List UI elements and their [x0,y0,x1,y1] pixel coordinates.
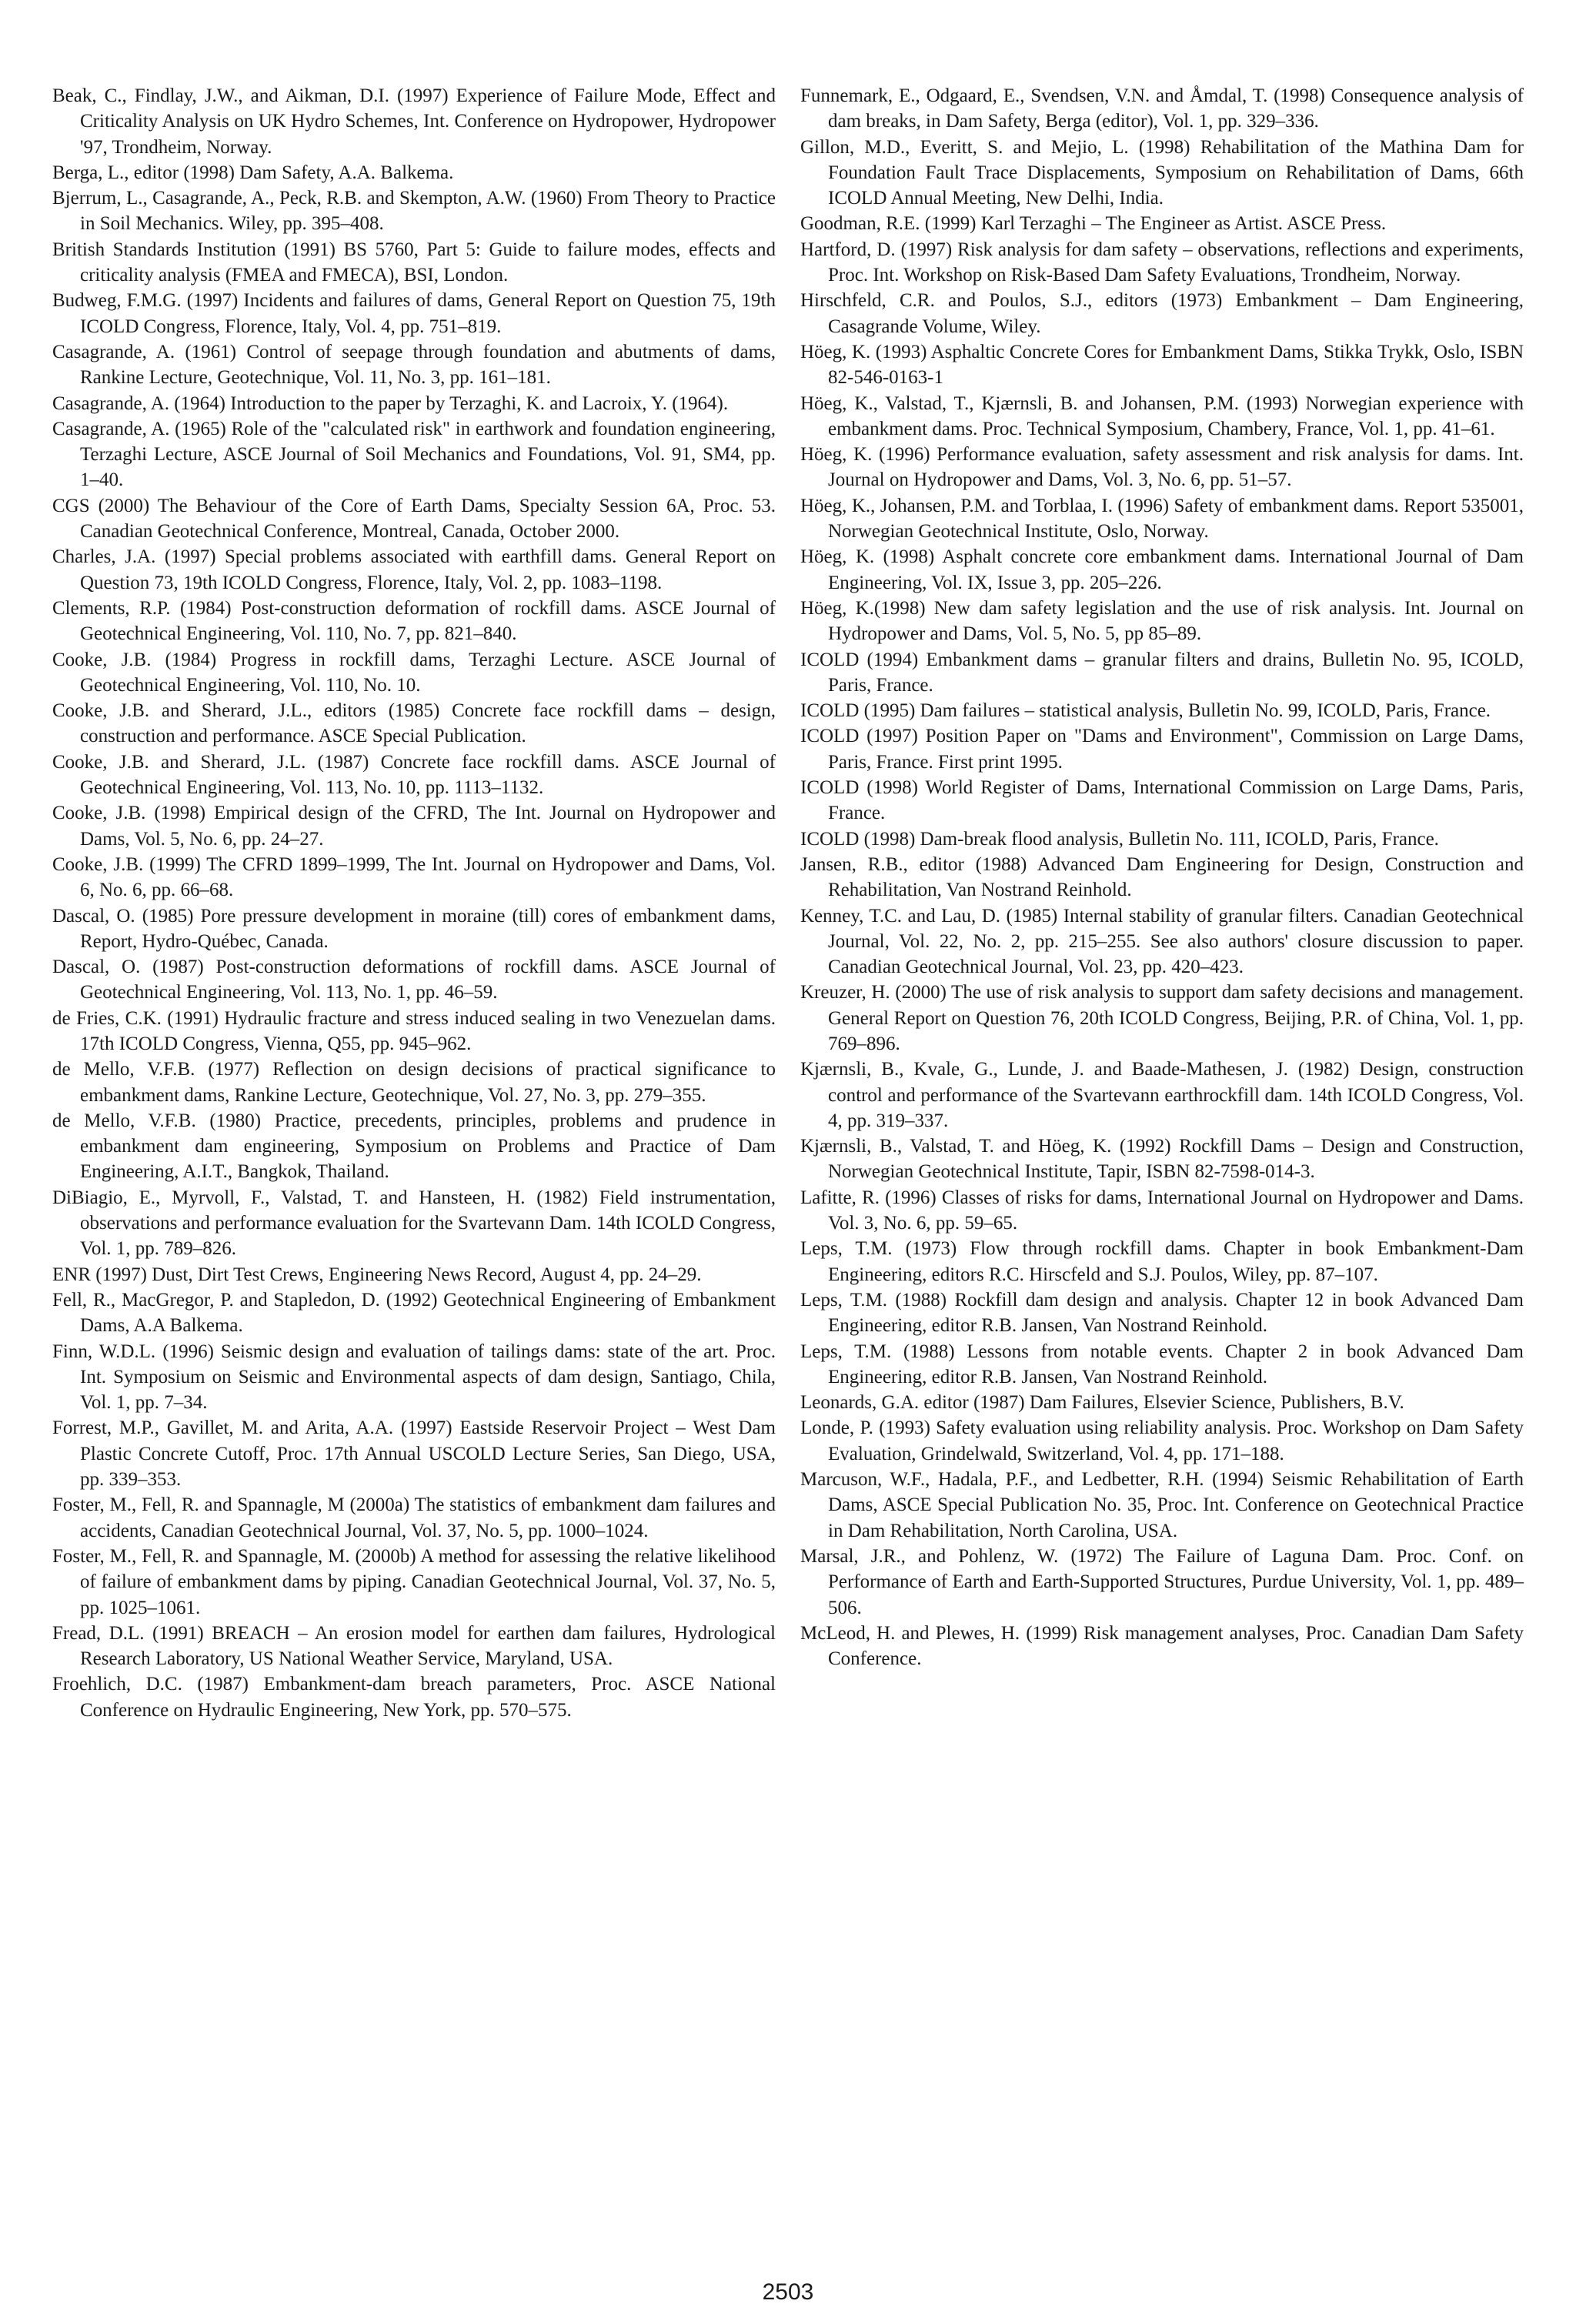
reference-entry: Kreuzer, H. (2000) The use of risk analysis to support dam safety decisions and management. General Report on Question 76, 20th ICOLD Congress, Beijing, P.R. of China, Vol. 1, pp. 769–896. [800,982,1524,1054]
reference-entry: Charles, J.A. (1997) Special problems associated with earthfill dams. General Report on Question 73, 19th ICOLD Congress, Florence, Italy, Vol. 2, pp. 1083–1198. [52,546,776,593]
reference-entry: Leonards, G.A. editor (1987) Dam Failures, Elsevier Science, Publishers, B.V. [800,1392,1404,1414]
reference-entry: Cooke, J.B. and Sherard, J.L. (1987) Concrete face rockfill dams. ASCE Journal of Geotechnical Engineering, Vol. 113, No. 10, pp. 1113–1132. [52,751,776,799]
reference-entry: Cooke, J.B. (1998) Empirical design of the CFRD, The Int. Journal on Hydropower and Dams, Vol. 5, No. 6, pp. 24–27. [52,803,776,850]
reference-entry: Cooke, J.B. (1999) The CFRD 1899–1999, The Int. Journal on Hydropower and Dams, Vol. 6, No. 6, pp. 66–68. [52,853,776,901]
page-number: 2503 [762,2279,814,2305]
reference-entry: Marcuson, W.F., Hadala, P.F., and Ledbetter, R.H. (1994) Seismic Rehabilitation of Earth Dams, ASCE Special Publication No. 35, Proc. Int. Conference on Geotechnical Practice in Dam Rehabilitation, North Carolina, USA. [800,1469,1524,1541]
reference-entry: Beak, C., Findlay, J.W., and Aikman, D.I. (1997) Experience of Failure Mode, Effect and Criticality Analysis on UK Hydro Schemes, Int. Conference on Hydropower, Hydropower '97, Trondheim, Norway. [52,85,776,158]
reference-entry: Leps, T.M. (1973) Flow through rockfill dams. Chapter in book Embankment-Dam Engineering, editors R.C. Hirscfeld and S.J. Poulos, Wiley, pp. 87–107. [800,1238,1524,1285]
reference-entry: de Fries, C.K. (1991) Hydraulic fracture and stress induced sealing in two Venezuelan dams. 17th ICOLD Congress, Vienna, Q55, pp. 945–962. [52,1007,776,1054]
reference-entry: Funnemark, E., Odgaard, E., Svendsen, V.N. and Åmdal, T. (1998) Consequence analysis of dam breaks, in Dam Safety, Berga (editor), Vol. 1, pp. 329–336. [800,85,1524,132]
reference-entry: Finn, W.D.L. (1996) Seismic design and evaluation of tailings dams: state of the art. Proc. Int. Symposium on Seismic and Environmental aspects of dam design, Santiago, Chila, Vol. 1, pp. 7–34. [52,1341,776,1414]
reference-entry: Casagrande, A. (1964) Introduction to the paper by Terzaghi, K. and Lacroix, Y. (1964). [52,392,729,414]
reference-entry: de Mello, V.F.B. (1977) Reflection on design decisions of practical significance to embankment dams, Rankine Lecture, Geotechnique, Vol. 27, No. 3, pp. 279–355. [52,1059,776,1106]
reference-entry: Kenney, T.C. and Lau, D. (1985) Internal stability of granular filters. Canadian Geotechnical Journal, Vol. 22, No. 2, pp. 215–255. See also authors' closure discussion to paper. Canadian Geotechnical Journal, Vol. 23, pp. 420–423. [800,905,1524,978]
reference-entry: Gillon, M.D., Everitt, S. and Mejio, L. (1998) Rehabilitation of the Mathina Dam for Foundation Fault Trace Displacements, Symposium on Rehabilitation of Dams, 66th ICOLD Annual Meeting, New Delhi, India. [800,136,1524,209]
reference-entry: Höeg, K. (1998) Asphalt concrete core embankment dams. International Journal of Dam Engineering, Vol. IX, Issue 3, pp. 205–226. [800,546,1524,593]
reference-entry: Hartford, D. (1997) Risk analysis for dam safety – observations, reflections and experiments, Proc. Int. Workshop on Risk-Based Dam Safety Evaluations, Trondheim, Norway. [800,239,1524,286]
reference-entry: ICOLD (1995) Dam failures – statistical analysis, Bulletin No. 99, ICOLD, Paris, France. [800,700,1491,722]
reference-entry: Foster, M., Fell, R. and Spannagle, M (2000a) The statistics of embankment dam failures and accidents, Canadian Geotechnical Journal, Vol. 37, No. 5, pp. 1000–1024. [52,1494,776,1541]
reference-entry: ICOLD (1998) Dam-break flood analysis, Bulletin No. 111, ICOLD, Paris, France. [800,828,1439,850]
reference-entry: Goodman, R.E. (1999) Karl Terzaghi – The Engineer as Artist. ASCE Press. [800,213,1387,235]
reference-entry: Cooke, J.B. (1984) Progress in rockfill dams, Terzaghi Lecture. ASCE Journal of Geotechnical Engineering, Vol. 110, No. 10. [52,649,776,696]
reference-entry: Höeg, K. (1993) Asphaltic Concrete Cores for Embankment Dams, Stikka Trykk, Oslo, ISBN 82-546-0163-1 [800,341,1524,389]
reference-entry: ICOLD (1998) World Register of Dams, International Commission on Large Dams, Paris, France. [800,777,1524,824]
reference-entry: Casagrande, A. (1961) Control of seepage through foundation and abutments of dams, Rankine Lecture, Geotechnique, Vol. 11, No. 3, pp. 161–181. [52,341,776,389]
reference-entry: de Mello, V.F.B. (1980) Practice, precedents, principles, problems and prudence in embankment dam engineering, Symposium on Problems and Practice of Dam Engineering, A.I.T., Bangkok, Thailand. [52,1110,776,1183]
reference-entry: Fread, D.L. (1991) BREACH – An erosion model for earthen dam failures, Hydrological Research Laboratory, US National Weather Service, Maryland, USA. [52,1622,776,1670]
reference-entry: Jansen, R.B., editor (1988) Advanced Dam Engineering for Design, Construction and Rehabilitation, Van Nostrand Reinhold. [800,853,1524,901]
reference-entry: Höeg, K. (1996) Performance evaluation, safety assessment and risk analysis for dams. Int. Journal on Hydropower and Dams, Vol. 3, No. 6, pp. 51–57. [800,444,1524,491]
reference-entry: McLeod, H. and Plewes, H. (1999) Risk management analyses, Proc. Canadian Dam Safety Conference. [800,1622,1524,1670]
reference-entry: Londe, P. (1993) Safety evaluation using reliability analysis. Proc. Workshop on Dam Safety Evaluation, Grindelwald, Switzerland, Vol. 4, pp. 171–188. [800,1417,1524,1464]
reference-entry: Kjærnsli, B., Valstad, T. and Höeg, K. (1992) Rockfill Dams – Design and Construction, Norwegian Geotechnical Institute, Tapir, ISBN 82-7598-014-3. [800,1136,1524,1183]
reference-entry: Cooke, J.B. and Sherard, J.L., editors (1985) Concrete face rockfill dams – design, construction and performance. ASCE Special Publication. [52,700,776,747]
reference-entry: CGS (2000) The Behaviour of the Core of Earth Dams, Specialty Session 6A, Proc. 53. Canadian Geotechnical Conference, Montreal, Canada, October 2000. [52,495,776,543]
references-column-right [800,83,1524,1671]
reference-entry: Casagrande, A. (1965) Role of the "calculated risk" in earthwork and foundation engineering, Terzaghi Lecture, ASCE Journal of Soil Mechanics and Foundations, Vol. 91, SM4, pp. 1–40. [52,418,776,491]
reference-entry: Froehlich, D.C. (1987) Embankment-dam breach parameters, Proc. ASCE National Conference on Hydraulic Engineering, New York, pp. 570–575. [52,1674,776,1721]
reference-entry: Foster, M., Fell, R. and Spannagle, M. (2000b) A method for assessing the relative likelihood of failure of embankment dams by piping. Canadian Geotechnical Journal, Vol. 37, No. 5, pp. 1025–1061. [52,1545,776,1618]
reference-entry: British Standards Institution (1991) BS 5760, Part 5: Guide to failure modes, effects and criticality analysis (FMEA and FMECA), BSI, London. [52,239,776,286]
reference-entry: ICOLD (1997) Position Paper on "Dams and Environment", Commission on Large Dams, Paris, France. First print 1995. [800,726,1524,773]
reference-entry: Marsal, J.R., and Pohlenz, W. (1972) The Failure of Laguna Dam. Proc. Conf. on Performance of Earth and Earth-Supported Structures, Purdue University, Vol. 1, pp. 489–506. [800,1545,1524,1618]
reference-entry: Berga, L., editor (1998) Dam Safety, A.A. Balkema. [52,162,454,183]
reference-entry: Höeg, K., Johansen, P.M. and Torblaa, I. (1996) Safety of embankment dams. Report 535001, Norwegian Geotechnical Institute, Oslo, Norway. [800,495,1524,543]
reference-entry: Forrest, M.P., Gavillet, M. and Arita, A.A. (1997) Eastside Reservoir Project – West Dam Plastic Concrete Cutoff, Proc. 17th Annual USCOLD Lecture Series, San Diego, USA, pp. 339–353. [52,1417,776,1491]
reference-entry: Höeg, K., Valstad, T., Kjærnsli, B. and Johansen, P.M. (1993) Norwegian experience with embankment dams. Proc. Technical Symposium, Chambery, France, Vol. 1, pp. 41–61. [800,392,1524,439]
reference-entry: Dascal, O. (1987) Post-construction deformations of rockfill dams. ASCE Journal of Geotechnical Engineering, Vol. 113, No. 1, pp. 46–59. [52,957,776,1003]
reference-entry: Fell, R., MacGregor, P. and Stapledon, D. (1992) Geotechnical Engineering of Embankment Dams, A.A Balkema. [52,1289,776,1337]
reference-entry: Höeg, K.(1998) New dam safety legislation and the use of risk analysis. Int. Journal on Hydropower and Dams, Vol. 5, No. 5, pp 85–89. [800,597,1524,645]
reference-entry: ENR (1997) Dust, Dirt Test Crews, Engineering News Record, August 4, pp. 24–29. [52,1264,702,1285]
reference-entry: Clements, R.P. (1984) Post-construction deformation of rockfill dams. ASCE Journal of Geotechnical Engineering, Vol. 110, No. 7, pp. 821–840. [52,597,776,645]
reference-entry: Bjerrum, L., Casagrande, A., Peck, R.B. and Skempton, A.W. (1960) From Theory to Practice in Soil Mechanics. Wiley, pp. 395–408. [52,188,776,235]
reference-entry: Budweg, F.M.G. (1997) Incidents and failures of dams, General Report on Question 75, 19th ICOLD Congress, Florence, Italy, Vol. 4, pp. 751–819. [52,290,776,337]
reference-entry: Hirschfeld, C.R. and Poulos, S.J., editors (1973) Embankment – Dam Engineering, Casagrande Volume, Wiley. [800,290,1524,337]
reference-entry: Leps, T.M. (1988) Rockfill dam design and analysis. Chapter 12 in book Advanced Dam Engineering, editor R.B. Jansen, Van Nostrand Reinhold. [800,1289,1524,1337]
reference-entry: DiBiagio, E., Myrvoll, F., Valstad, T. and Hansteen, H. (1982) Field instrumentation, observations and performance evaluation for the Svartevann Dam. 14th ICOLD Congress, Vol. 1, pp. 789–826. [52,1187,776,1260]
reference-entry: ICOLD (1994) Embankment dams – granular filters and drains, Bulletin No. 95, ICOLD, Paris, France. [800,649,1524,696]
reference-entry: Kjærnsli, B., Kvale, G., Lunde, J. and Baade-Mathesen, J. (1982) Design, construction control and performance of the Svartevann earthrockfill dam. 14th ICOLD Congress, Vol. 4, pp. 319–337. [800,1059,1524,1131]
reference-entry: Dascal, O. (1985) Pore pressure development in moraine (till) cores of embankment dams, Report, Hydro-Québec, Canada. [52,905,776,952]
reference-entry: Leps, T.M. (1988) Lessons from notable events. Chapter 2 in book Advanced Dam Engineering, editor R.B. Jansen, Van Nostrand Reinhold. [800,1341,1524,1387]
reference-entry: Lafitte, R. (1996) Classes of risks for dams, International Journal on Hydropower and Dams. Vol. 3, No. 6, pp. 59–65. [800,1187,1524,1234]
references-column-left [52,83,776,1723]
